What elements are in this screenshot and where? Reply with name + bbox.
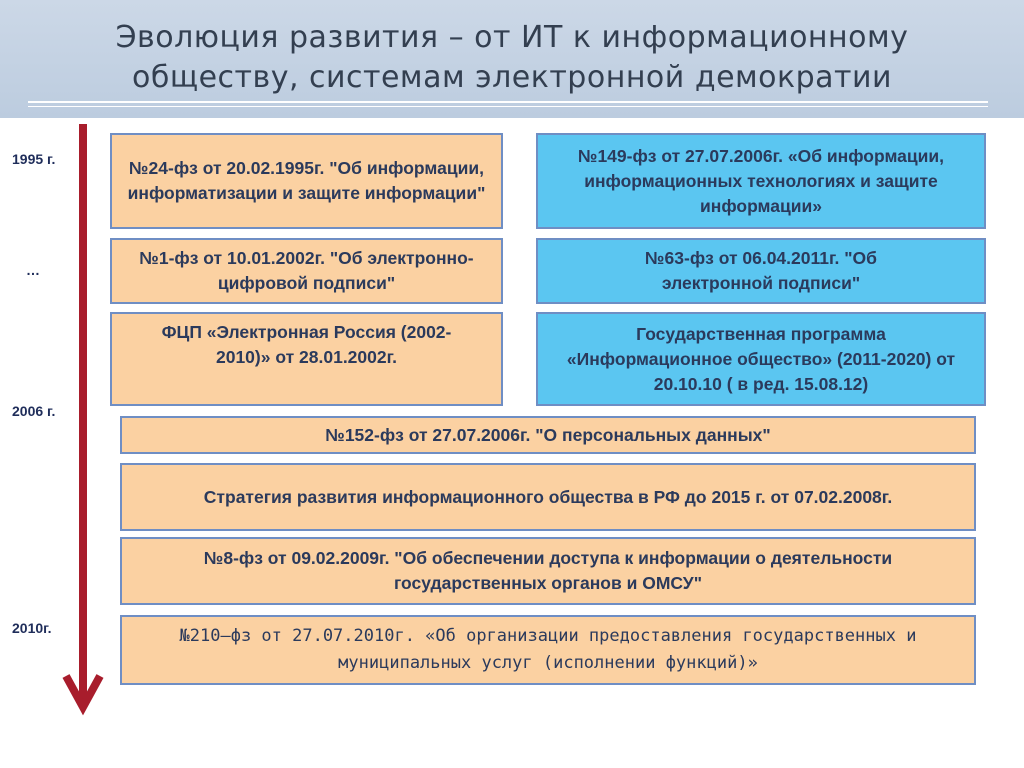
strategy-2015-text: Стратегия развития информационного общества в РФ до 2015 г. от 07.02.2008г.	[203, 486, 893, 507]
year-label-2006: 2006 г.	[12, 403, 56, 419]
law-210fz-box	[120, 615, 976, 685]
fcp-electronic-russia-box	[110, 312, 503, 406]
timeline-arrow-shaft	[79, 124, 87, 699]
title-line-1: Эволюция развития – от ИТ к информационному	[115, 20, 909, 55]
title-divider	[28, 101, 988, 103]
title-divider-thin	[28, 106, 988, 107]
state-program-box	[536, 312, 986, 406]
year-label-ellipsis: …	[26, 262, 40, 278]
law-149fz-box	[536, 133, 986, 229]
law-1fz-text: №1-фз от 10.01.2002г. "Об электронно-цифровой подписи"	[139, 248, 474, 293]
law-152fz-box	[120, 416, 976, 454]
title-line-2: обществу, системам электронной демократии	[131, 60, 893, 95]
law-24fz-text: №24-фз от 20.02.1995г. "Об информации, информатизации и защите информации"	[127, 158, 486, 203]
law-8fz-box	[120, 537, 976, 605]
state-program-text: Государственная программа «Информационное общество» (2011-2020) от 20.10.10 ( в ред. 15.08.12)	[566, 323, 956, 394]
year-label-2010: 2010г.	[12, 620, 52, 636]
law-8fz-text: №8-фз от 09.02.2009г. "Об обеспечении доступа к информации о деятельности государственных органов и ОМСУ"	[203, 548, 893, 593]
law-63fz-text: №63-фз от 06.04.2011г. "Об электронной подписи"	[645, 248, 877, 293]
law-1fz-box	[110, 238, 503, 304]
fcp-electronic-russia-text: ФЦП «Электронная Россия (2002-2010)» от 28.01.2002г.	[161, 322, 452, 367]
law-63fz-box	[536, 238, 986, 304]
law-149fz-text: №149-фз от 27.07.2006г. «Об информации, информационных технологиях и защите информации»	[577, 145, 945, 216]
law-210fz-text: №210–фз от 27.07.2010г. «Об организации предоставления государственных и муниципальных услуг (исполнении функций)»	[179, 626, 917, 673]
law-24fz-box	[110, 133, 503, 229]
strategy-2015-box	[120, 463, 976, 531]
page-title	[0, 18, 1024, 98]
law-152fz-text: №152-фз от 27.07.2006г. "О персональных данных"	[325, 424, 771, 445]
year-label-1995: 1995 г.	[12, 151, 56, 167]
timeline-arrow	[60, 124, 110, 718]
title-banner	[0, 0, 1024, 118]
